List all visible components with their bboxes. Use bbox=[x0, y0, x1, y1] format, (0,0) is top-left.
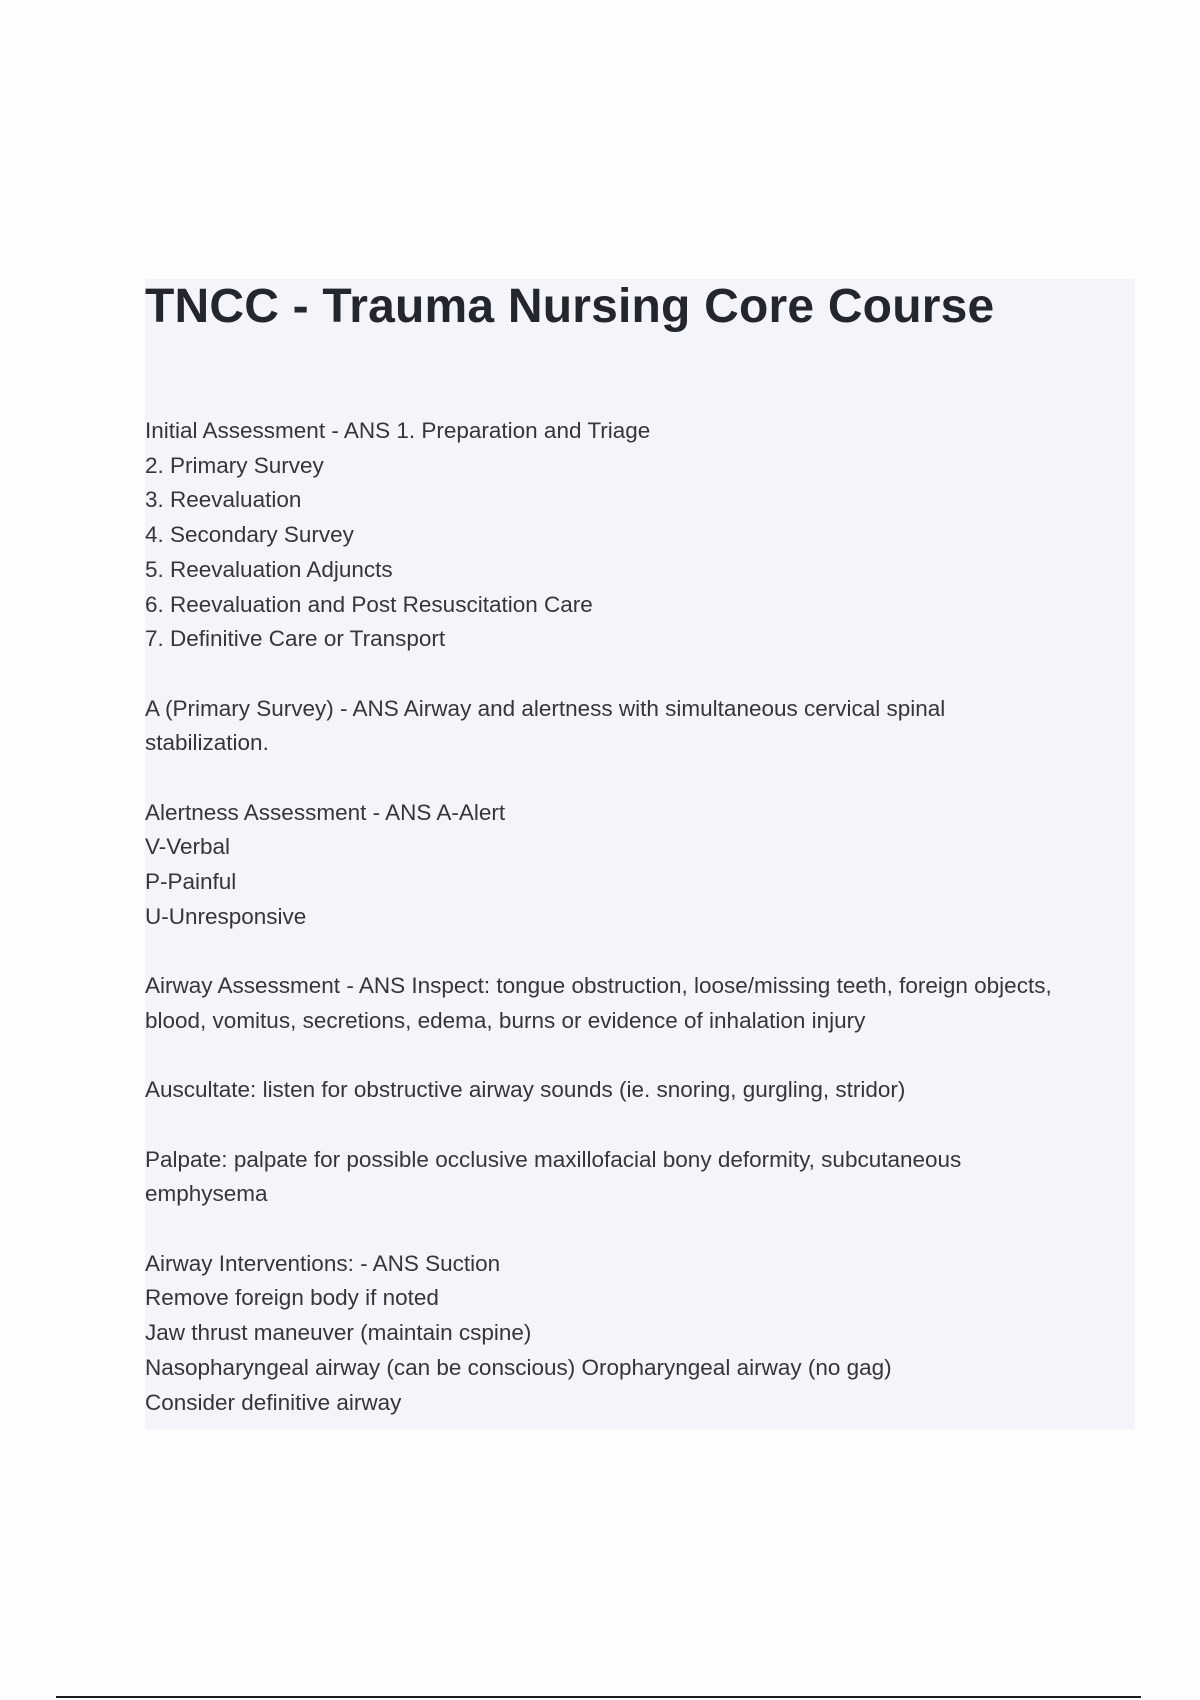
qa-line: P-Painful bbox=[145, 869, 237, 895]
footer-divider bbox=[56, 1696, 1141, 1698]
qa-line: Consider definitive airway bbox=[145, 1389, 402, 1415]
qa-block-initial-assessment bbox=[145, 414, 1135, 657]
document-title: TNCC - Trauma Nursing Core Course bbox=[145, 280, 995, 333]
qa-block-palpate bbox=[145, 1143, 1135, 1212]
qa-block-airway-assessment bbox=[145, 969, 1135, 1038]
qa-line: Initial Assessment - ANS 1. Preparation and Triage bbox=[145, 418, 651, 443]
qa-block-primary-survey bbox=[145, 692, 1135, 761]
qa-line: 5. Reevaluation Adjuncts bbox=[145, 556, 393, 582]
qa-line: 3. Reevaluation bbox=[145, 487, 302, 513]
qa-line: emphysema bbox=[145, 1181, 268, 1207]
qa-line: V-Verbal bbox=[145, 834, 231, 860]
qa-line: 6. Reevaluation and Post Resuscitation Care bbox=[145, 591, 593, 617]
qa-block-airway-interventions bbox=[145, 1247, 1135, 1421]
qa-line: Jaw thrust maneuver (maintain cspine) bbox=[145, 1320, 532, 1346]
qa-block-auscultate bbox=[145, 1073, 1135, 1108]
qa-line: U-Unresponsive bbox=[145, 903, 307, 929]
qa-line: 7. Definitive Care or Transport bbox=[145, 626, 446, 652]
qa-line: Nasopharyngeal airway (can be conscious) Oropharyngeal airway (no gag) bbox=[145, 1354, 892, 1380]
qa-line: A (Primary Survey) - ANS Airway and alertness with simultaneous cervical spinal bbox=[145, 695, 946, 721]
qa-line: 4. Secondary Survey bbox=[145, 522, 354, 548]
qa-list bbox=[145, 414, 1135, 1455]
qa-line: Alertness Assessment - ANS A-Alert bbox=[145, 799, 506, 825]
qa-line: 2. Primary Survey bbox=[145, 452, 324, 478]
qa-line: Remove foreign body if noted bbox=[145, 1285, 439, 1311]
qa-line: Airway Assessment - ANS Inspect: tongue obstruction, loose/missing teeth, foreign objects, bbox=[145, 973, 1052, 999]
qa-block-alertness-assessment bbox=[145, 796, 1135, 935]
qa-line: Palpate: palpate for possible occlusive maxillofacial bony deformity, subcutaneous bbox=[145, 1146, 962, 1172]
qa-line: Airway Interventions: - ANS Suction bbox=[145, 1250, 501, 1276]
qa-line: Auscultate: listen for obstructive airway sounds (ie. snoring, gurgling, stridor) bbox=[145, 1077, 906, 1103]
qa-line: stabilization. bbox=[145, 730, 269, 756]
qa-line: blood, vomitus, secretions, edema, burns or evidence of inhalation injury bbox=[145, 1007, 866, 1033]
